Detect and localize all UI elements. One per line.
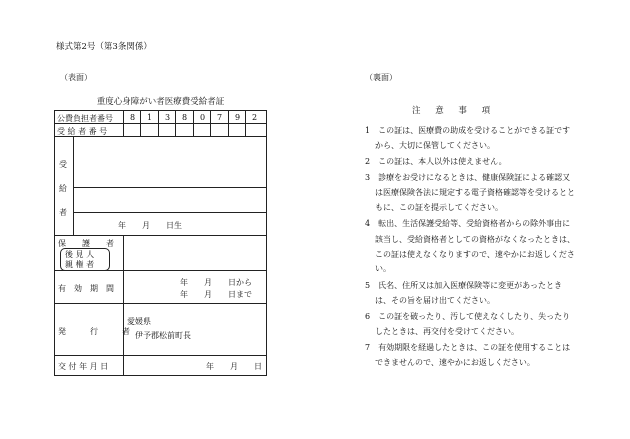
note-line: は、その旨を届け出てください。 xyxy=(375,296,495,305)
issuer-label: 発 行 者 xyxy=(58,327,130,336)
note-line: 2 この証は、本人以外は使えません。 xyxy=(365,157,507,166)
recipient-label-char: 受 xyxy=(59,160,67,169)
validity-from: 年 月 日から xyxy=(180,278,252,287)
note-line: 6 この証を破ったり、汚して使えなくしたり、失ったり xyxy=(365,312,571,321)
validity-period-label: 有 効 期 間 xyxy=(58,284,114,293)
issue-date-field: 年 月 日 xyxy=(206,362,262,371)
issuer-prefecture: 愛媛県 xyxy=(127,317,151,326)
burden-digit: 3 xyxy=(164,113,171,122)
form-number: 様式第2号（第3条関係） xyxy=(56,42,152,52)
burden-digit: 1 xyxy=(146,113,153,122)
note-line: この証は使えなくなりますので、速やかにお返しくださ xyxy=(375,250,575,259)
note-line: から、大切に保管してください。 xyxy=(375,141,495,150)
recipient-label-char: 給 xyxy=(59,184,67,193)
note-line: 3 診療をお受けになるときは、健康保険証による確認又 xyxy=(365,173,571,182)
note-line: 該当し、受給資格者としての資格がなくなったときは、 xyxy=(375,235,575,244)
burden-digit: 2 xyxy=(251,113,258,122)
note-line: したときは、再交付を受けてください。 xyxy=(375,327,519,336)
burden-digit: 7 xyxy=(216,113,223,122)
note-line: 1 この証は、医療費の助成を受けることができる証です xyxy=(365,126,571,135)
guardian-label: 保 護 者 xyxy=(58,239,114,248)
burden-digit: 0 xyxy=(199,113,206,122)
issuer-name: 伊予郡松前町長 xyxy=(135,331,191,340)
recipient-label-char: 者 xyxy=(59,208,67,217)
note-line: は医療保険各法に規定する電子資格確認等を受けるとと xyxy=(375,188,575,197)
burden-digit: 8 xyxy=(129,113,136,122)
guardian-subtype-parent: 親 権 者 xyxy=(65,260,95,269)
note-line: い。 xyxy=(375,264,391,273)
note-line: できませんので、速やかにお返しください。 xyxy=(375,358,535,367)
note-line: もに、この証を提示してください。 xyxy=(375,203,503,212)
note-line: 4 転出、生活保護受給等、受給資格者からの除外事由に xyxy=(365,219,571,228)
issue-date-label: 交 付 年 月 日 xyxy=(58,362,109,371)
guardian-subtype-guardian: 後 見 人 xyxy=(65,250,95,259)
notes-title: 注 意 事 項 xyxy=(412,106,497,116)
note-line: 7 有効期限を経過したときは、この証を使用することは xyxy=(365,343,571,352)
burden-digit: 8 xyxy=(181,113,188,122)
certificate-title: 重度心身障がい者医療費受給者証 xyxy=(96,97,225,107)
recipient-number-label: 受 給 者 番 号 xyxy=(57,127,108,136)
validity-to: 年 月 日まで xyxy=(180,290,252,299)
front-side-label: （表面） xyxy=(60,73,92,82)
note-line: 5 氏名、住所又は加入医療保険等に変更があったとき xyxy=(365,281,563,290)
burden-number-label: 公費負担者番号 xyxy=(57,114,113,123)
burden-digit: 9 xyxy=(234,113,241,122)
birth-date-field: 年 月 日生 xyxy=(118,221,182,230)
back-side-label: （裏面） xyxy=(365,73,397,82)
